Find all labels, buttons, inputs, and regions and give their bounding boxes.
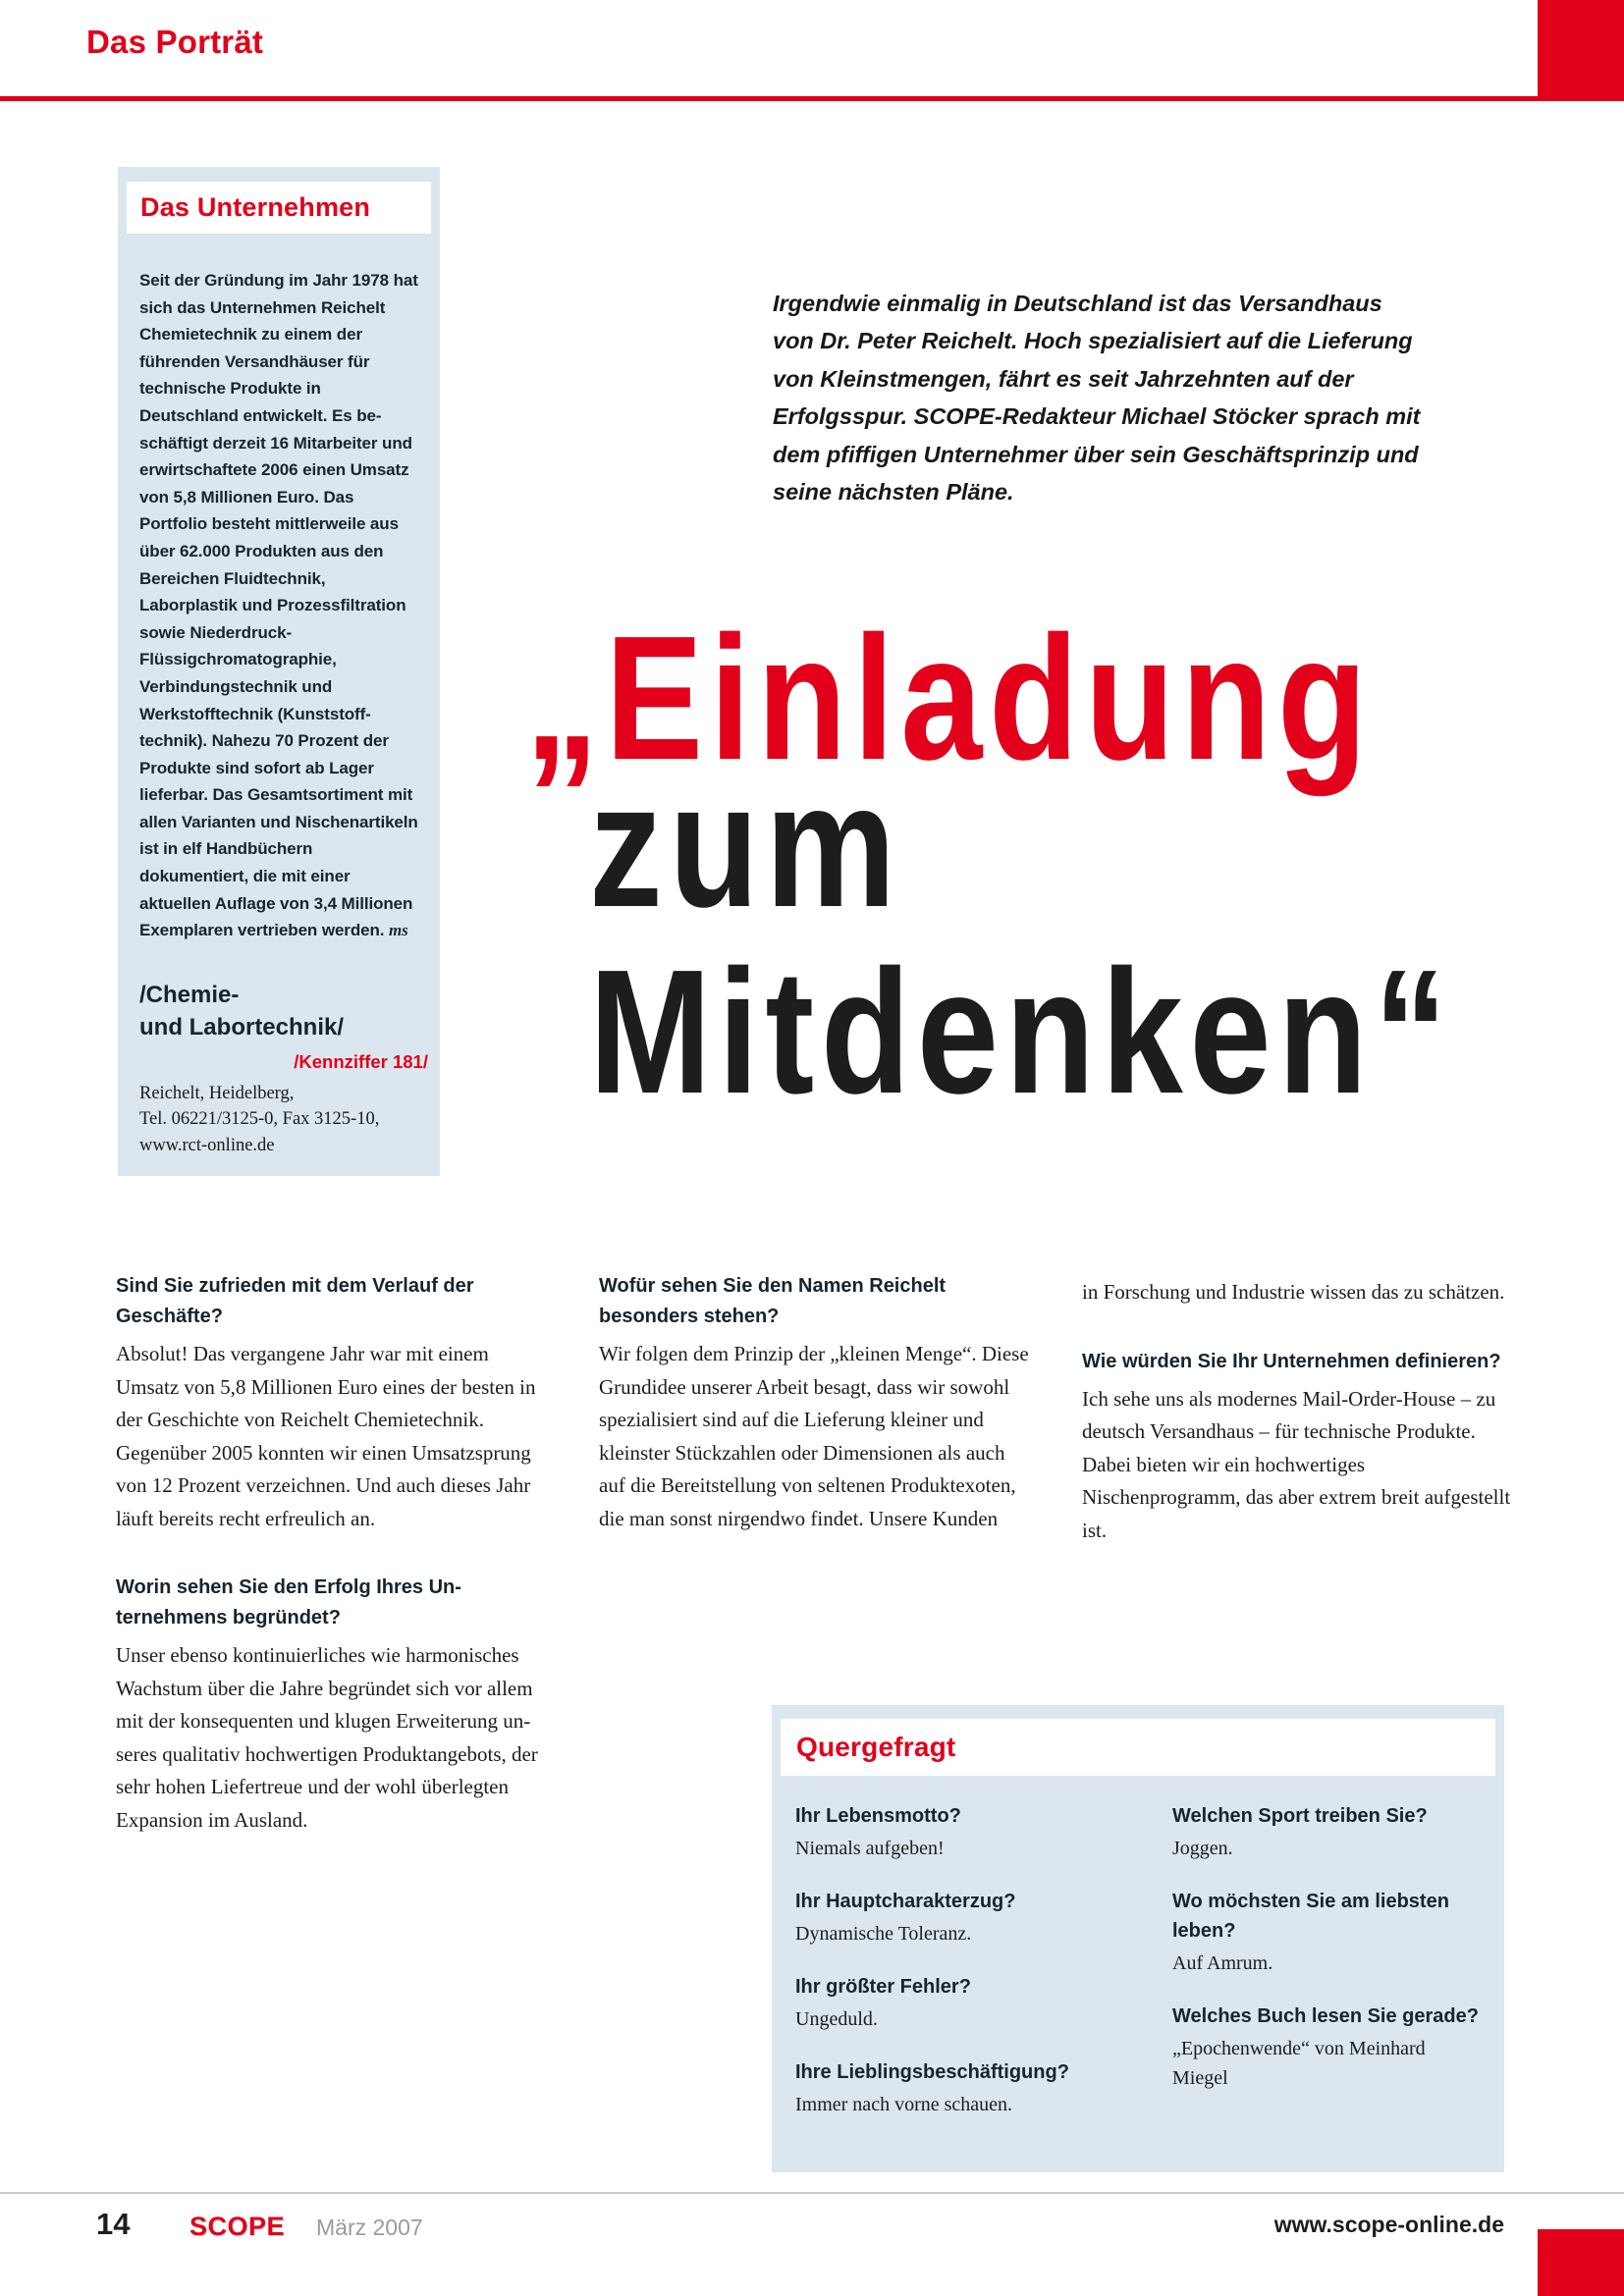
quick-answer: Niemals aufgeben! [795, 1838, 945, 1859]
quick-answer: Joggen. [1172, 1838, 1233, 1859]
quick-question: Ihre Lieblingsbeschäftigung? [795, 2061, 1069, 2083]
company-box-title: Das Unternehmen [140, 192, 371, 222]
quick-answer: Dynamische Toleranz. [795, 1923, 972, 1945]
interview-question: Wie würden Sie Ihr Unternehmen definieren? [1082, 1350, 1501, 1372]
company-category [118, 961, 440, 1043]
company-box-titlebar [127, 182, 431, 234]
quick-question: Ihr Hauptcharakterzug? [795, 1891, 1016, 1912]
company-contact-name: Reichelt, Heidelberg, [139, 1083, 295, 1103]
interview-question: Sind Sie zufrieden mit dem Verlauf der Geschäfte? [116, 1275, 474, 1327]
interview-question: Worin sehen Sie den Erfolg Ihres Unternehmens begründet? [116, 1576, 461, 1629]
company-category-line2: und Labortechnik/ [139, 1013, 345, 1041]
quick-question: Ihr größter Fehler? [795, 1976, 971, 1998]
quick-questions-title: Quergefragt [796, 1732, 956, 1762]
company-website-link[interactable]: www.rct-online.de [139, 1135, 275, 1155]
company-description [118, 250, 440, 944]
corner-accent-block-bottom [1538, 2229, 1624, 2296]
article-lead: Irgendwie einmalig in Deutschland ist das Versandhaus von Dr. Peter Reichelt. Hoch spezialisiert auf die Lieferung von Kleinstmengen, fährt es seit Jahrzehnten auf der Erfolgsspur. SCOPE-Redakteur Michael Stöcker sprach mit dem pfiffigen Unternehmer über sein Geschäftsprinzip und seine nächsten Pläne. [773, 290, 1421, 505]
quick-questions-box [772, 1705, 1504, 2172]
quick-questions-column-left [795, 1801, 1137, 2143]
scope-logo: SCOPE [189, 2212, 286, 2241]
company-contact [118, 1073, 440, 1177]
quick-question: Wo möchsten Sie am liebsten leben? [1172, 1891, 1449, 1942]
interview-answer: Ich sehe uns als modernes Mail-Order-House – zu deutsch Versandhaus – für technische Produkte. Dabei bieten wir ein hochwertiges Nischenprogramm, das aber extrem breit aufgestellt ist. [1082, 1386, 1511, 1542]
section-label: Das Porträt [86, 24, 264, 60]
interview-column-1 [116, 1271, 548, 1837]
interview-answer: Wir folgen dem Prinzip der „kleinen Menge“. Diese Grundidee unserer Arbeit besagt, dass wir sowohl spezialisiert sind auf die Lieferung kleiner und kleinster Stückzahlen oder Dimensionen als auch auf die Bereitstellung von seltenen Produktexoten, die man sonst nirgendwo findet. Unsere Kunden [599, 1342, 1029, 1530]
magazine-website-link[interactable]: www.scope-online.de [1273, 2212, 1504, 2237]
quick-questions-titlebar [781, 1719, 1495, 1776]
quick-question: Welchen Sport treiben Sie? [1172, 1805, 1428, 1827]
kennziffer-code: /Kennziffer 181/ [294, 1050, 428, 1072]
interview-answer-continued: in Forschung und Industrie wissen das zu schätzen. [1082, 1280, 1505, 1304]
company-description-text: Seit der Gründung im Jahr 1978 hat sich das Unternehmen Reichelt Chemietechnik zu einem der führenden Versandhäuser für technische Produkte in Deutschland entwickelt. Es beschäftigt derzeit 16 Mitarbeiter und erwirtschaftete 2006 einen Umsatz von 5,8 Millionen Euro. Das Portfolio besteht mittlerweile aus über 62.000 Produkten aus den Bereichen Fluidtechnik, Laborplastik und Prozessfiltration sowie Niederdruck-Flüssigchromatographie, Verbindungstechnik und Werkstofftechnik (Kunststofftechnik). Nahezu 70 Prozent der Produkte sind sofort ab Lager lieferbar. Das Gesamtsortiment mit allen Varianten und Nischenartikeln ist in elf Handbüchern dokumentiert, die mit einer aktuellen Auflage von 3,4 Millionen Exemplaren vertrieben werden. [139, 271, 418, 940]
quick-question: Ihr Lebensmotto? [795, 1805, 961, 1827]
author-initials: ms [389, 921, 408, 940]
quick-answer: Ungeduld. [795, 2008, 878, 2030]
headline-line-3: Mitdenken“ [589, 934, 1454, 1131]
headline-line-1: „Einladung [525, 600, 1374, 797]
quick-questions-columns [772, 1776, 1504, 2143]
quick-answer: Auf Amrum. [1172, 1952, 1273, 1974]
company-contact-phone: Tel. 06221/3125-0, Fax 3125-10, [139, 1109, 380, 1130]
corner-accent-block-top [1538, 0, 1624, 101]
quick-questions-column-right [1172, 1801, 1485, 2143]
interview-answer: Unser ebenso kontinuierliches wie harmonisches Wachstum über die Jahre begründet sich vor allem mit der konsequenten und klugen Erweiterung unseres qualitativ hochwertigen Produktangebots, der sehr hohen Liefertreue und der wohl überlegten Expansion im Ausland. [116, 1643, 538, 1832]
company-info-box [118, 167, 440, 1176]
quick-answer: Immer nach vorne schauen. [795, 2094, 1013, 2115]
page-number: 14 [96, 2207, 131, 2241]
headline-line-2: zum [589, 747, 902, 944]
company-category-line1: /Chemie- [139, 981, 240, 1008]
issue-date: März 2007 [316, 2215, 423, 2240]
quick-question: Welches Buch lesen Sie gerade? [1172, 2005, 1479, 2027]
interview-answer: Absolut! Das vergangene Jahr war mit einem Umsatz von 5,8 Millionen Euro eines der besten in der Geschichte von Reichelt Chemietechnik. Gegenüber 2005 konnten wir einen Umsatzsprung von 12 Prozent verzeichnen. Und auch dieses Jahr läuft bereits recht erfreulich an. [116, 1342, 536, 1530]
quick-answer: „Epochenwende“ von Meinhard Miegel [1172, 2038, 1426, 2089]
footer-rule-divider [0, 2192, 1624, 2194]
interview-question: Wofür sehen Sie den Namen Reichelt besonders stehen? [599, 1275, 947, 1327]
top-rule-divider [0, 96, 1624, 101]
